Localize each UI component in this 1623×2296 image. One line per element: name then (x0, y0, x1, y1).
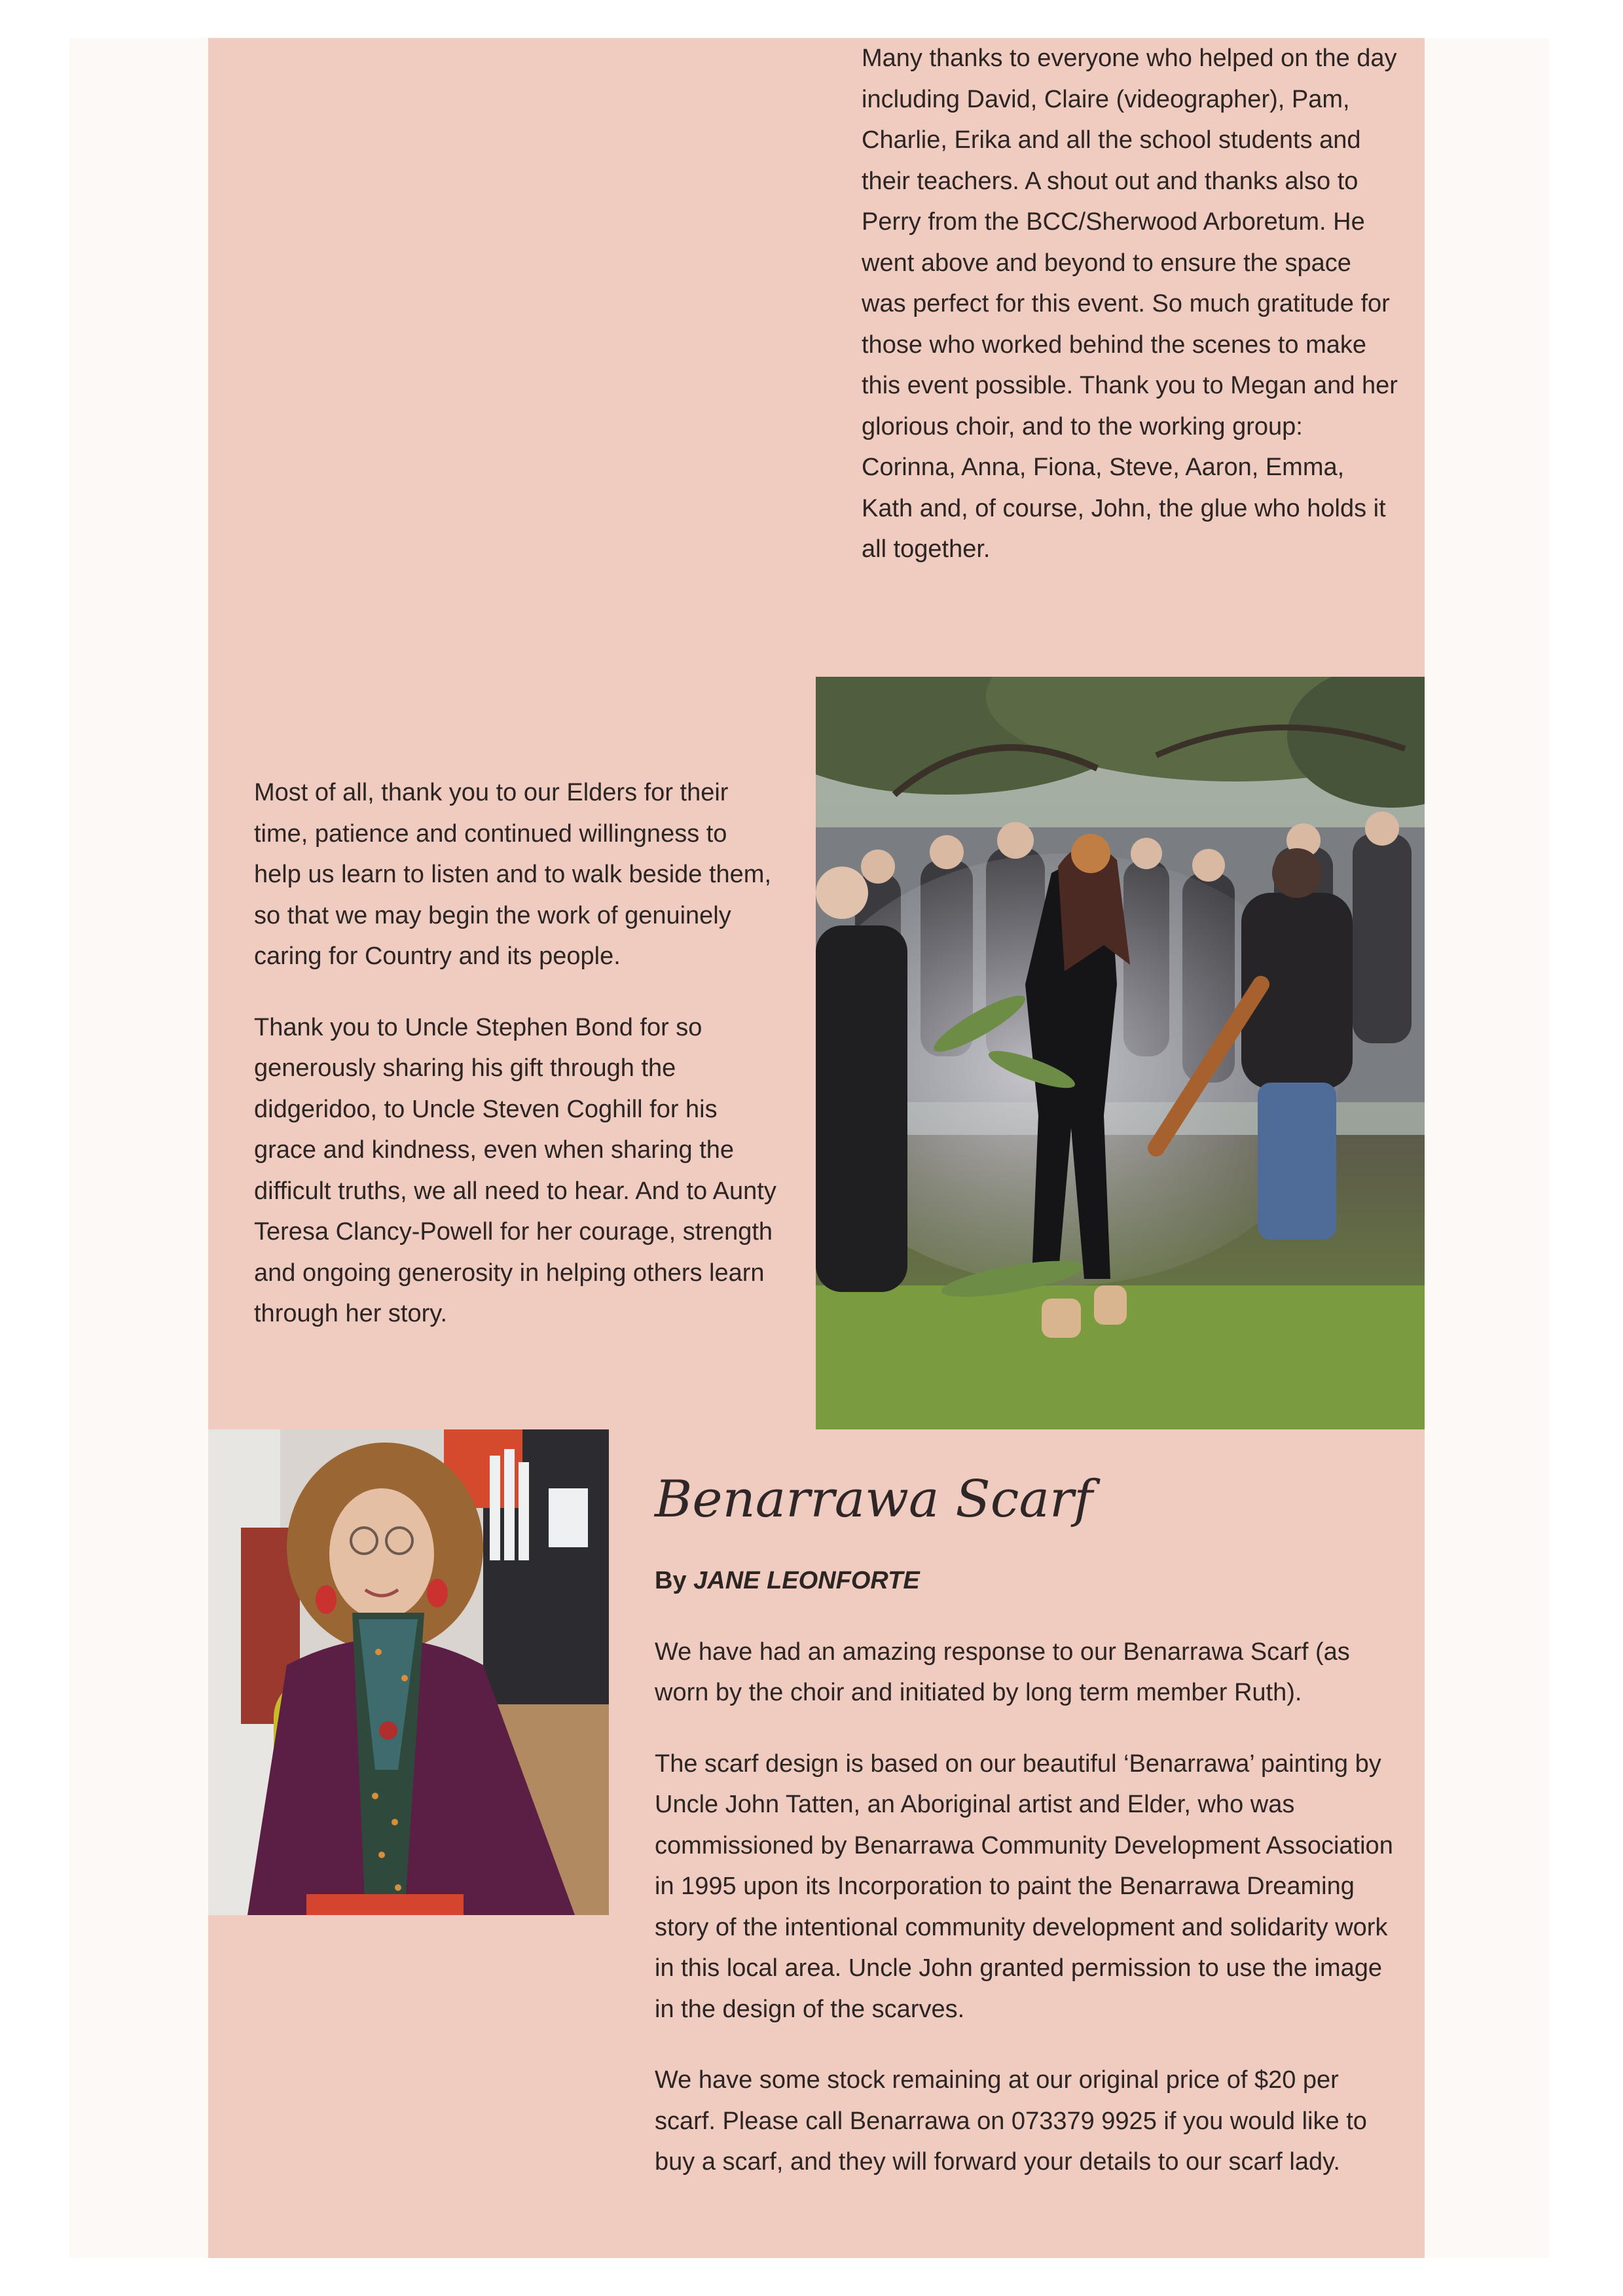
thanks-paragraph: Many thanks to everyone who helped on the day including David, Claire (videographer), Pam, Charlie, Erika and all the school students and their teachers. A shout out and thanks also to Perry from the BCC/Sherwood Arboretum. He went above and beyond to ensure the space was perfect for this event. So much gratitude for those who worked behind the scenes to make this event possible. Thank you to Megan and her glorious choir, and to the working group: Corinna, Anna, Fiona, Steve, Aaron, Emma, Kath and, of course, John, the glue who holds it all together. (862, 45, 1398, 563)
jane-leonforte-portrait-photo (208, 1429, 609, 1915)
article-byline (655, 1560, 1401, 1602)
byline-author: JANE LEONFORTE (693, 1567, 920, 1594)
scarf-article (655, 1463, 1401, 2213)
article-paragraph-response: We have had an amazing response to our Benarrawa Scarf (as worn by the choir and initiated by long term member Ruth). (655, 1638, 1350, 1706)
thanks-column (862, 38, 1398, 600)
elders-column (254, 772, 778, 1365)
byline-prefix: By (655, 1567, 687, 1594)
article-title: Benarrawa Scarf (655, 1470, 1093, 1529)
uncles-aunty-paragraph: Thank you to Uncle Stephen Bond for so generously sharing his gift through the didgeridoo, to Uncle Steven Coghill for his grace and kindness, even when sharing the difficult truths, we all need to hear. And to Aunty Teresa Clancy-Powell for her courage, strength and ongoing generosity in helping others learn through her story. (254, 1013, 776, 1327)
elders-paragraph: Most of all, thank you to our Elders for their time, patience and continued willingness to help us learn to listen and to walk beside them, so that we may begin the work of genuinely caring for Country and its people. (254, 779, 772, 970)
article-paragraph-stock: We have some stock remaining at our original price of $20 per scarf. Please call Benarrawa on 073379 9925 if you would like to buy a scarf, and they will forward your details to our scarf lady. (655, 2066, 1367, 2176)
smoking-ceremony-photo (816, 677, 1425, 1429)
article-paragraph-design: The scarf design is based on our beautiful ‘Benarrawa’ painting by Uncle John Tatten, an Aboriginal artist and Elder, who was commissioned by Benarrawa Community Development Association in 1995 upon its Incorporation to paint the Benarrawa Dreaming story of the intentional community development and solidarity work in this local area. Uncle John granted permission to use the image in the design of the scarves. (655, 1749, 1393, 2023)
